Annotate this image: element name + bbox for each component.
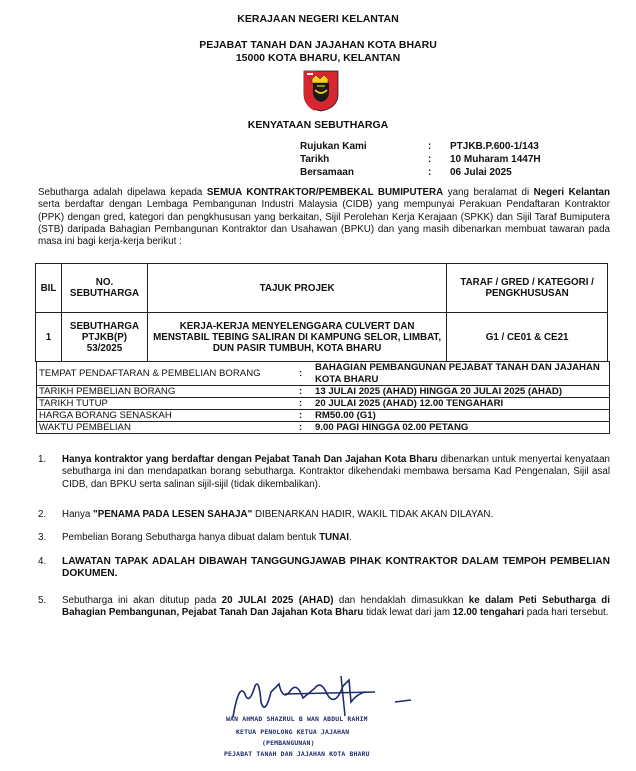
ref-value-bersamaan: 06 Julai 2025 (450, 167, 512, 178)
intro-text: Sebutharga adalah dipelawa kepada (38, 187, 207, 198)
info-label: WAKTU PEMBELIAN (39, 422, 131, 433)
info-colon: : (299, 368, 303, 379)
info-row-tempat (37, 362, 609, 386)
item-text-part: . (349, 532, 352, 543)
col-taraf: TARAF / GRED / KATEGORI / PENGKHUSUSAN (447, 264, 608, 313)
stamp-office: PEJABAT TANAH DAN JAJAHAN KOTA BHARU (224, 750, 370, 758)
info-row-waktu (37, 422, 609, 433)
item-text-part: dan hendaklah dimasukkan (333, 595, 469, 606)
stamp-name: WAN AHMAD SHAZRUL B WAN ABDUL RAHIM (226, 715, 368, 723)
table-header-row (36, 264, 608, 313)
item-emphasis: ke dalam Peti Sebutharga di Bahagian Pembangunan, Pejabat Tanah Dan Jajahan Kota Bharu (62, 595, 610, 619)
info-label: TEMPAT PENDAFTARAN & PEMBELIAN BORANG (39, 368, 261, 379)
info-row-pembelian (37, 386, 609, 398)
info-value: 13 JULAI 2025 (AHAD) HINGGA 20 JULAI 2025 (AHAD) (315, 386, 563, 397)
item-4-text: LAWATAN TAPAK ADALAH DIBAWAH TANGGUNGJAWAB PIHAK KONTRAKTOR DALAM TEMPOH PEMBELIAN DOKUMEN. (62, 556, 610, 580)
ref-label-tarikh: Tarikh (300, 154, 330, 165)
item-number: 2. (38, 509, 47, 520)
info-label: TARIKH PEMBELIAN BORANG (39, 386, 176, 397)
ref-colon: : (428, 167, 432, 178)
header-address: 15000 KOTA BHARU, KELANTAN (235, 52, 401, 64)
kelantan-emblem-icon (303, 70, 339, 112)
item-text-part: Hanya (62, 509, 94, 520)
item-3-text (62, 532, 610, 544)
col-bil: BIL (36, 264, 62, 313)
info-colon: : (299, 422, 303, 433)
info-colon: : (299, 398, 303, 409)
info-colon: : (299, 386, 303, 397)
item-2-text (62, 509, 610, 521)
table-row (36, 313, 608, 362)
item-emphasis: Hanya kontraktor yang berdaftar dengan Pejabat Tanah Dan Jajahan Kota Bharu (62, 454, 438, 465)
info-label: HARGA BORANG SENASKAH (39, 410, 172, 421)
item-text-part: DIBENARKAN HADIR, WAKIL TIDAK AKAN DILAYAN. (252, 509, 494, 520)
cell-tajuk-projek: KERJA-KERJA MENYELENGGARA CULVERT DAN MENSTABIL TEBING SALIRAN DI KAMPUNG SELOR, LIMBAT, DUN PASIR TUMBUH, KOTA BHARU (147, 313, 446, 362)
ref-value-rujukan: PTJKB.P.600-1/143 (450, 141, 539, 152)
intro-emphasis: Negeri Kelantan (533, 187, 610, 198)
cell-no-sebutharga: SEBUTHARGA PTJKB(P) 53/2025 (61, 313, 147, 362)
item-emphasis: "PENAMA PADA LESEN SAHAJA" (93, 509, 253, 520)
info-row-tutup (37, 398, 609, 410)
cell-taraf: G1 / CE01 & CE21 (447, 313, 608, 362)
col-no-sebutharga: NO. SEBUTHARGA (61, 264, 147, 313)
item-emphasis: TUNAI (319, 532, 350, 543)
intro-emphasis: SEMUA KONTRAKTOR/PEMBEKAL BUMIPUTERA (206, 187, 444, 198)
item-emphasis: 20 JULAI 2025 (AHAD) (221, 595, 334, 606)
info-label: TARIKH TUTUP (39, 398, 108, 409)
header-state: KERAJAAN NEGERI KELANTAN (237, 13, 399, 25)
ref-label-rujukan: Rujukan Kami (300, 141, 367, 152)
ref-colon: : (428, 154, 432, 165)
item-text-part: pada hari tersebut. (524, 607, 609, 619)
item-number: 4. (38, 556, 47, 567)
intro-text: serta berdaftar dengan Lembaga Pembangunan Industri Malaysia (CIDB) yang mempunyai Perakuan Pendaftaran Kontraktor (PPK) dengan gred, kategori dan pengkhususan yang berkaitan, Sijil Perolehan Kerja Kerajaan (SPKK) dan Sijil Taraf Bumiputera (STB) daripada Bahagian Pembangunan Kontraktor dan Usahawan (BPKU) dan yang masih dibenarkan membuat tawaran pada masa ini bagi kerja-kerja berikut : (38, 199, 610, 248)
stamp-title: KETUA PENOLONG KETUA JAJAHAN (236, 728, 350, 736)
item-number: 5. (38, 595, 47, 606)
info-row-harga (37, 410, 609, 422)
col-tajuk-projek: TAJUK PROJEK (147, 264, 446, 313)
item-number: 3. (38, 532, 47, 543)
item-text-part: Sebutharga ini akan ditutup pada (62, 595, 222, 606)
info-value: BAHAGIAN PEMBANGUNAN PEJABAT TANAH DAN JAJAHAN KOTA BHARU (315, 362, 600, 385)
ref-colon: : (428, 141, 432, 152)
info-colon: : (299, 410, 303, 421)
item-5-text (62, 595, 610, 620)
info-value: 20 JULAI 2025 (AHAD) 12.00 TENGAHARI (315, 398, 504, 409)
item-1-text (62, 454, 610, 491)
item-emphasis: 12.00 tengahari (452, 607, 525, 619)
document-title: KENYATAAN SEBUTHARGA (247, 119, 389, 131)
info-value: 9.00 PAGI HINGGA 02.00 PETANG (315, 422, 469, 433)
cell-bil: 1 (36, 313, 62, 362)
item-text-part: Pembelian Borang Sebutharga hanya dibuat dalam bentuk (62, 532, 320, 543)
stamp-dept: (PEMBANGUNAN) (262, 739, 315, 747)
item-number: 1. (38, 454, 47, 465)
info-table (36, 361, 610, 434)
intro-paragraph (38, 187, 610, 248)
project-table (35, 263, 608, 362)
ref-value-tarikh: 10 Muharam 1447H (450, 154, 541, 165)
ref-label-bersamaan: Bersamaan (300, 167, 354, 178)
item-text-part: dibenarkan untuk menyertai kenyataan sebutharga ini dan mendapatkan borang sebutharga. Kontraktor dikehendaki membawa bersama Kad Pengenalan, Sijil asal CIDB, dan BPKU serta salinan sijil-sijil (tidak dikembalikan). (62, 454, 610, 490)
intro-text: yang beralamat di (443, 187, 534, 198)
header-office: PEJABAT TANAH DAN JAJAHAN KOTA BHARU (199, 39, 437, 51)
item-text-part: tidak lewat dari jam (363, 607, 453, 619)
info-value: RM50.00 (G1) (315, 410, 376, 421)
